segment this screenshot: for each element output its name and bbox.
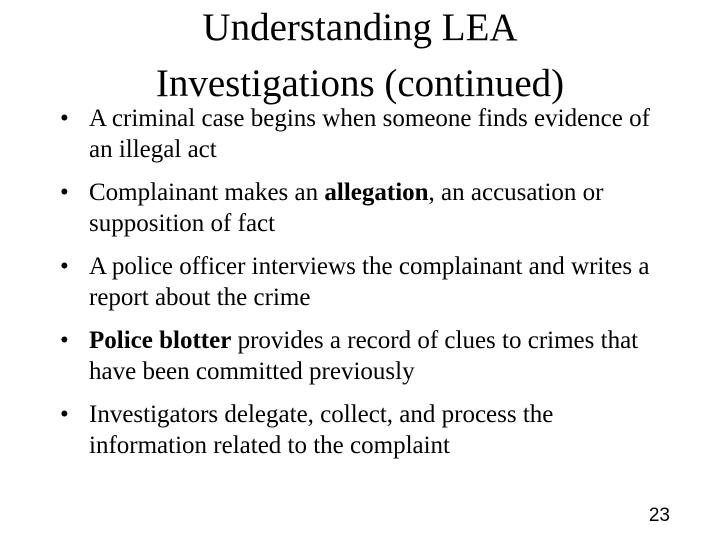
slide-title-line-1: Understanding LEA: [202, 6, 518, 49]
bullet-marker: •: [60, 253, 69, 280]
bullet-text: [89, 327, 638, 385]
bullet-item-3: [60, 251, 670, 313]
page-number: 23: [648, 505, 670, 526]
bullet-text-lead: A police officer interviews the complainant and writes a report about the crime: [89, 253, 650, 311]
bullet-item-5: [60, 399, 670, 461]
bullet-text-trail: provides a record of clues to crimes that have been committed previously: [89, 327, 639, 385]
bullet-text-bold-term: allegation: [324, 179, 429, 206]
bullet-text: [89, 401, 553, 459]
bullet-text-lead: Investigators delegate, collect, and process the information related to the complaint: [89, 401, 554, 459]
bullet-text: [89, 253, 649, 311]
bullet-marker: •: [60, 327, 69, 354]
bullet-text: [89, 105, 650, 163]
bullet-text-bold-term: Police blotter: [89, 327, 232, 354]
bullet-text-trail: , an accusation or supposition of fact: [89, 179, 604, 237]
bullet-text: [89, 179, 603, 237]
bullet-item-2: [60, 177, 670, 239]
bullet-text-lead: Complainant makes an: [89, 179, 325, 206]
bullet-list: [60, 103, 670, 473]
bullet-marker: •: [60, 179, 69, 206]
slide-title: [0, 0, 720, 112]
bullet-marker: •: [60, 105, 69, 132]
bullet-item-4: [60, 325, 670, 387]
slide-title-line-2: Investigations (continued): [155, 62, 565, 105]
bullet-text-lead: A criminal case begins when someone finds evidence of an illegal act: [89, 105, 650, 163]
bullet-item-1: [60, 103, 670, 165]
bullet-marker: •: [60, 401, 69, 428]
